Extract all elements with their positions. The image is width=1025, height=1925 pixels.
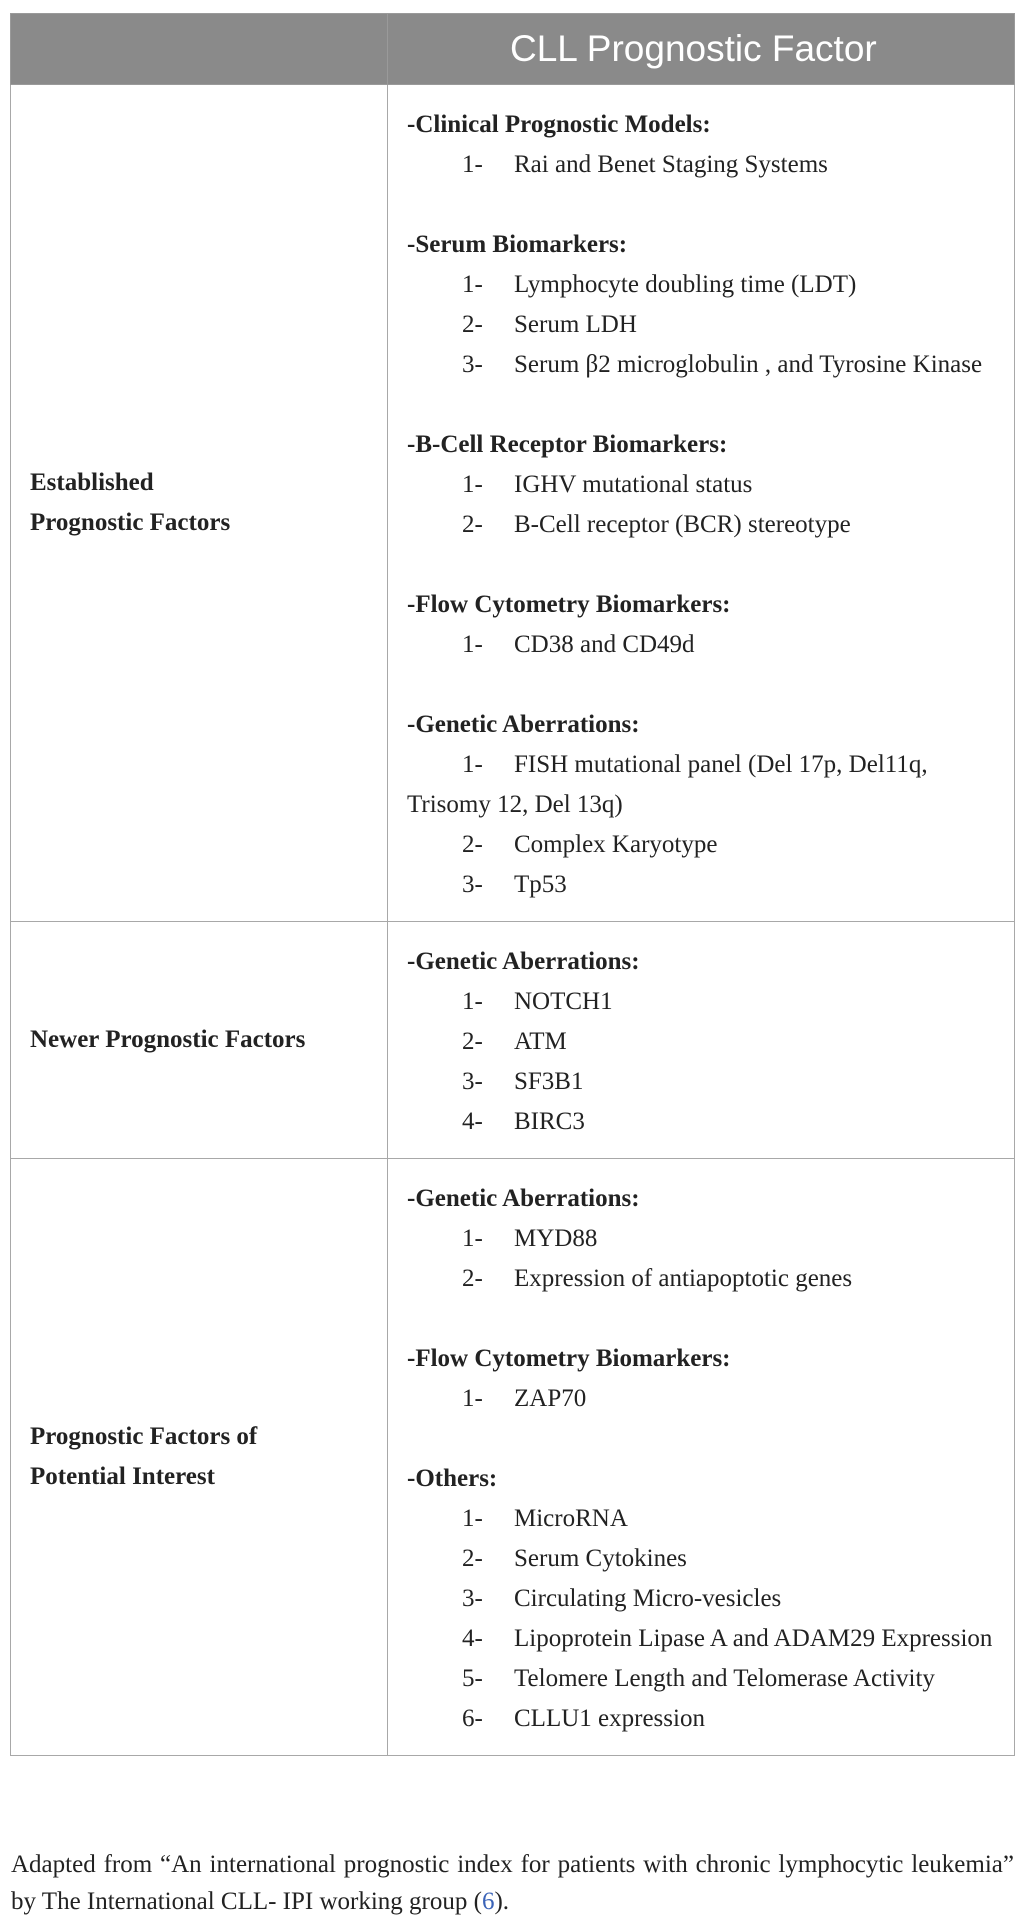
table-body: [11, 85, 1015, 1756]
row-label-line: Established: [30, 469, 154, 496]
row-label: [11, 922, 388, 1159]
list-item-number: 3-: [462, 1068, 483, 1095]
list-item-text: ATM: [514, 1028, 567, 1055]
list-item-text: SF3B1: [514, 1068, 584, 1095]
list-item-text: NOTCH1: [514, 988, 613, 1015]
list-item: [407, 1259, 996, 1299]
factor-section: [407, 585, 996, 665]
list-item: [407, 1619, 996, 1659]
row-label: [11, 85, 388, 922]
section-title: -Clinical Prognostic Models:: [407, 111, 711, 138]
section-title: -Flow Cytometry Biomarkers:: [407, 1345, 731, 1372]
list-item-text: CD38 and CD49d: [514, 631, 695, 658]
list-item-text: Circulating Micro-vesicles: [514, 1585, 782, 1612]
list-item: [407, 505, 996, 545]
factor-section: [407, 1339, 996, 1419]
list-item: [407, 982, 996, 1022]
list-item-text: MicroRNA: [514, 1505, 628, 1532]
factor-section: [407, 942, 996, 1142]
list-item-number: 1-: [462, 1505, 483, 1532]
list-item-text: Tp53: [514, 871, 567, 898]
list-item-text: FISH mutational panel (Del 17p, Del11q, Trisomy 12, Del 13q): [407, 751, 928, 818]
list-item: [407, 1379, 996, 1419]
list-item-text: MYD88: [514, 1225, 598, 1252]
list-item: [407, 825, 996, 865]
list-item-number: 2-: [462, 1265, 483, 1292]
list-item: [407, 345, 996, 385]
factor-section: [407, 105, 996, 185]
list-item-number: 1-: [462, 631, 483, 658]
list-item-number: 2-: [462, 1028, 483, 1055]
list-item-number: 1-: [462, 1385, 483, 1412]
list-item: [407, 305, 996, 345]
row-content: [388, 1159, 1015, 1756]
list-item-text: Rai and Benet Staging Systems: [514, 151, 828, 178]
list-item: [407, 865, 996, 905]
factor-section: [407, 1459, 996, 1739]
list-item-number: 3-: [462, 1585, 483, 1612]
factor-section: [407, 1179, 996, 1299]
list-item-number: 1-: [462, 751, 483, 778]
header-empty-cell: [11, 14, 388, 85]
list-item-text: Serum LDH: [514, 311, 637, 338]
list-item-text: IGHV mutational status: [514, 471, 753, 498]
list-item: [407, 745, 996, 825]
row-content: [388, 922, 1015, 1159]
list-item: [407, 265, 996, 305]
list-item-text: Lipoprotein Lipase A and ADAM29 Expression: [514, 1625, 993, 1652]
caption-end: ).: [494, 1888, 510, 1915]
row-label-line: Potential Interest: [30, 1463, 215, 1490]
list-item: [407, 1102, 996, 1142]
list-item: [407, 1062, 996, 1102]
list-item-text: Complex Karyotype: [514, 831, 718, 858]
list-item-text: Expression of antiapoptotic genes: [514, 1265, 853, 1292]
list-item: [407, 1499, 996, 1539]
row-content: [388, 85, 1015, 922]
list-item-number: 1-: [462, 271, 483, 298]
section-title: -Genetic Aberrations:: [407, 711, 640, 738]
table-row: [11, 922, 1015, 1159]
list-item-number: 5-: [462, 1665, 483, 1692]
section-title: -Serum Biomarkers:: [407, 231, 628, 258]
section-title: -Genetic Aberrations:: [407, 948, 640, 975]
section-title: -Genetic Aberrations:: [407, 1185, 640, 1212]
list-item-text: BIRC3: [514, 1108, 585, 1135]
list-item-text: Telomere Length and Telomerase Activity: [514, 1665, 935, 1692]
caption-text: Adapted from “An international prognostic index for patients with chronic lymphocytic leukemia” by The International CLL- IPI working group (: [11, 1851, 1014, 1915]
list-item-number: 1-: [462, 471, 483, 498]
section-title: -B-Cell Receptor Biomarkers:: [407, 431, 728, 458]
list-item-text: ZAP70: [514, 1385, 587, 1412]
list-item-number: 1-: [462, 151, 483, 178]
list-item-text: Serum Cytokines: [514, 1545, 687, 1572]
list-item: [407, 1539, 996, 1579]
list-item: [407, 465, 996, 505]
list-item: [407, 1219, 996, 1259]
table-row: [11, 85, 1015, 922]
list-item: [407, 1022, 996, 1062]
list-item: [407, 145, 996, 185]
list-item-text: B-Cell receptor (BCR) stereotype: [514, 511, 851, 538]
list-item-number: 4-: [462, 1625, 483, 1652]
row-label: [11, 1159, 388, 1756]
list-item-number: 2-: [462, 1545, 483, 1572]
list-item-number: 3-: [462, 871, 483, 898]
list-item-number: 4-: [462, 1108, 483, 1135]
section-title: -Others:: [407, 1465, 498, 1492]
row-label-line: Prognostic Factors of: [30, 1423, 258, 1450]
row-label-line: Prognostic Factors: [30, 509, 231, 536]
factor-section: [407, 705, 996, 905]
list-item: [407, 1579, 996, 1619]
list-item-number: 3-: [462, 351, 483, 378]
list-item-number: 2-: [462, 311, 483, 338]
row-label-line: Newer Prognostic Factors: [30, 1026, 306, 1053]
list-item: [407, 625, 996, 665]
table-caption: [11, 1846, 1014, 1920]
table-header-row: [11, 14, 1015, 85]
list-item-number: 6-: [462, 1705, 483, 1732]
list-item-number: 2-: [462, 511, 483, 538]
table-row: [11, 1159, 1015, 1756]
factor-section: [407, 425, 996, 545]
factor-section: [407, 225, 996, 385]
list-item: [407, 1659, 996, 1699]
prognostic-factor-table: [10, 13, 1015, 1756]
header-title: CLL Prognostic Factor: [388, 14, 1015, 85]
section-title: -Flow Cytometry Biomarkers:: [407, 591, 731, 618]
list-item-text: Lymphocyte doubling time (LDT): [514, 271, 857, 298]
reference-link[interactable]: 6: [481, 1888, 495, 1915]
list-item-text: Serum β2 microglobulin , and Tyrosine Kinase: [514, 351, 983, 378]
list-item: [407, 1699, 996, 1739]
list-item-number: 2-: [462, 831, 483, 858]
list-item-number: 1-: [462, 988, 483, 1015]
list-item-text: CLLU1 expression: [514, 1705, 705, 1732]
list-item-number: 1-: [462, 1225, 483, 1252]
